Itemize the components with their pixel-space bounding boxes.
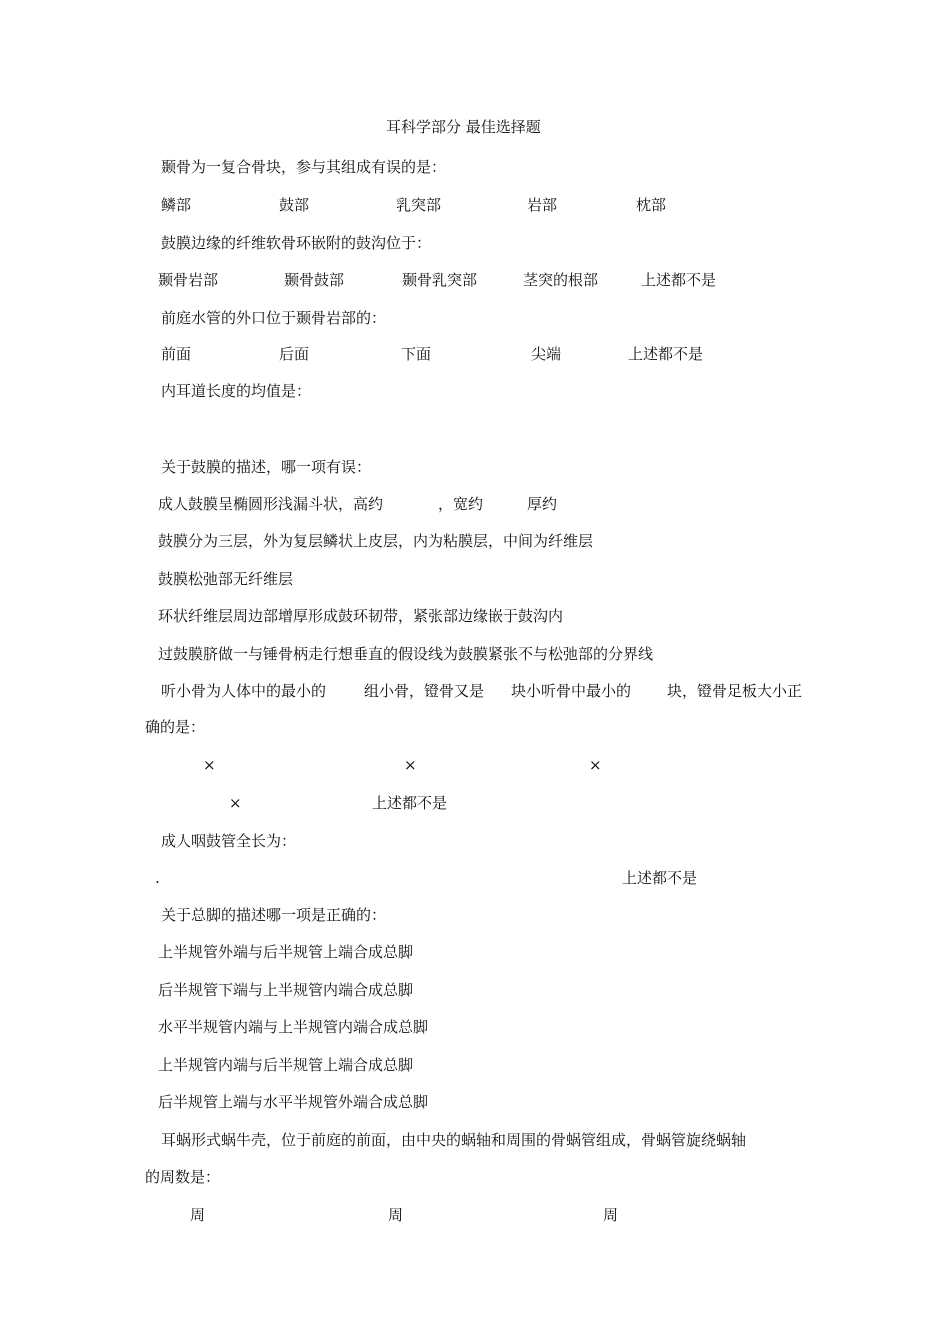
- q3-option: 前面: [161, 345, 192, 363]
- q8-option: 后半规管上端与水平半规管外端合成总脚: [158, 1093, 429, 1111]
- q5-stem: 关于鼓膜的描述，哪一项有误：: [161, 458, 372, 476]
- q9-option: 周: [190, 1206, 206, 1224]
- q9-stem: 耳蜗形式蜗牛壳，位于前庭的前面，由中央的蜗轴和周围的骨蜗管组成，骨蜗管旋绕蜗轴: [161, 1131, 747, 1149]
- q5-option-a: 成人鼓膜呈椭圆形浅漏斗状，高约: [158, 495, 384, 513]
- q4-stem: 内耳道长度的均值是：: [161, 382, 312, 400]
- q6-stem: 块，镫骨足板大小正: [667, 682, 803, 700]
- q1-option: 枕部: [636, 196, 667, 214]
- q2-option: 颞骨鼓部: [284, 271, 345, 289]
- q8-option: 上半规管外端与后半规管上端合成总脚: [158, 943, 414, 961]
- q8-option: 上半规管内端与后半规管上端合成总脚: [158, 1056, 414, 1074]
- q6-option: ×: [203, 756, 216, 774]
- q3-option: 后面: [279, 345, 310, 363]
- q6-option: ×: [404, 756, 417, 774]
- q9-option: 周: [603, 1206, 619, 1224]
- q2-option: 茎突的根部: [523, 271, 599, 289]
- q5-option-a: ，宽约: [438, 495, 484, 513]
- q8-option: 后半规管下端与上半规管内端合成总脚: [158, 981, 414, 999]
- q3-option: 下面: [401, 345, 432, 363]
- q5-option-b: 鼓膜分为三层，外为复层鳞状上皮层，内为粘膜层，中间为纤维层: [158, 532, 594, 550]
- q2-stem: 鼓膜边缘的纤维软骨环嵌附的鼓沟位于：: [161, 234, 432, 252]
- q8-option: 水平半规管内端与上半规管内端合成总脚: [158, 1018, 429, 1036]
- q2-option: 上述都不是: [641, 271, 717, 289]
- q6-option: 上述都不是: [372, 794, 448, 812]
- q9-stem-line2: 的周数是：: [145, 1168, 221, 1186]
- q5-option-e: 过鼓膜脐做一与锤骨柄走行想垂直的假设线为鼓膜紧张不与松弛部的分界线: [158, 645, 654, 663]
- q6-stem-line2: 确的是：: [145, 718, 206, 736]
- q2-option: 颞骨岩部: [158, 271, 219, 289]
- q5-option-a: 厚约: [527, 495, 558, 513]
- q3-option: 上述都不是: [628, 345, 704, 363]
- page-title: 耳科学部分 最佳选择题: [386, 118, 541, 136]
- q8-stem: 关于总脚的描述哪一项是正确的：: [161, 906, 387, 924]
- q3-stem: 前庭水管的外口位于颞骨岩部的：: [161, 309, 387, 327]
- q7-stem: 成人咽鼓管全长为：: [161, 832, 297, 850]
- q6-option: ×: [229, 794, 242, 812]
- q6-stem: 听小骨为人体中的最小的: [161, 682, 327, 700]
- q5-option-c: 鼓膜松弛部无纤维层: [158, 570, 294, 588]
- q7-option: .: [155, 869, 160, 887]
- q1-option: 鼓部: [279, 196, 310, 214]
- q5-option-d: 环状纤维层周边部增厚形成鼓环韧带，紧张部边缘嵌于鼓沟内: [158, 607, 564, 625]
- q2-option: 颞骨乳突部: [402, 271, 478, 289]
- q7-option: 上述都不是: [622, 869, 698, 887]
- q9-option: 周: [388, 1206, 404, 1224]
- q1-stem: 颞骨为一复合骨块，参与其组成有误的是：: [161, 158, 447, 176]
- q3-option: 尖端: [531, 345, 562, 363]
- q6-stem: 块小听骨中最小的: [511, 682, 632, 700]
- q6-stem: 组小骨，镫骨又是: [364, 682, 485, 700]
- q6-option: ×: [589, 756, 602, 774]
- q1-option: 鳞部: [161, 196, 192, 214]
- q1-option: 乳突部: [396, 196, 442, 214]
- q1-option: 岩部: [527, 196, 558, 214]
